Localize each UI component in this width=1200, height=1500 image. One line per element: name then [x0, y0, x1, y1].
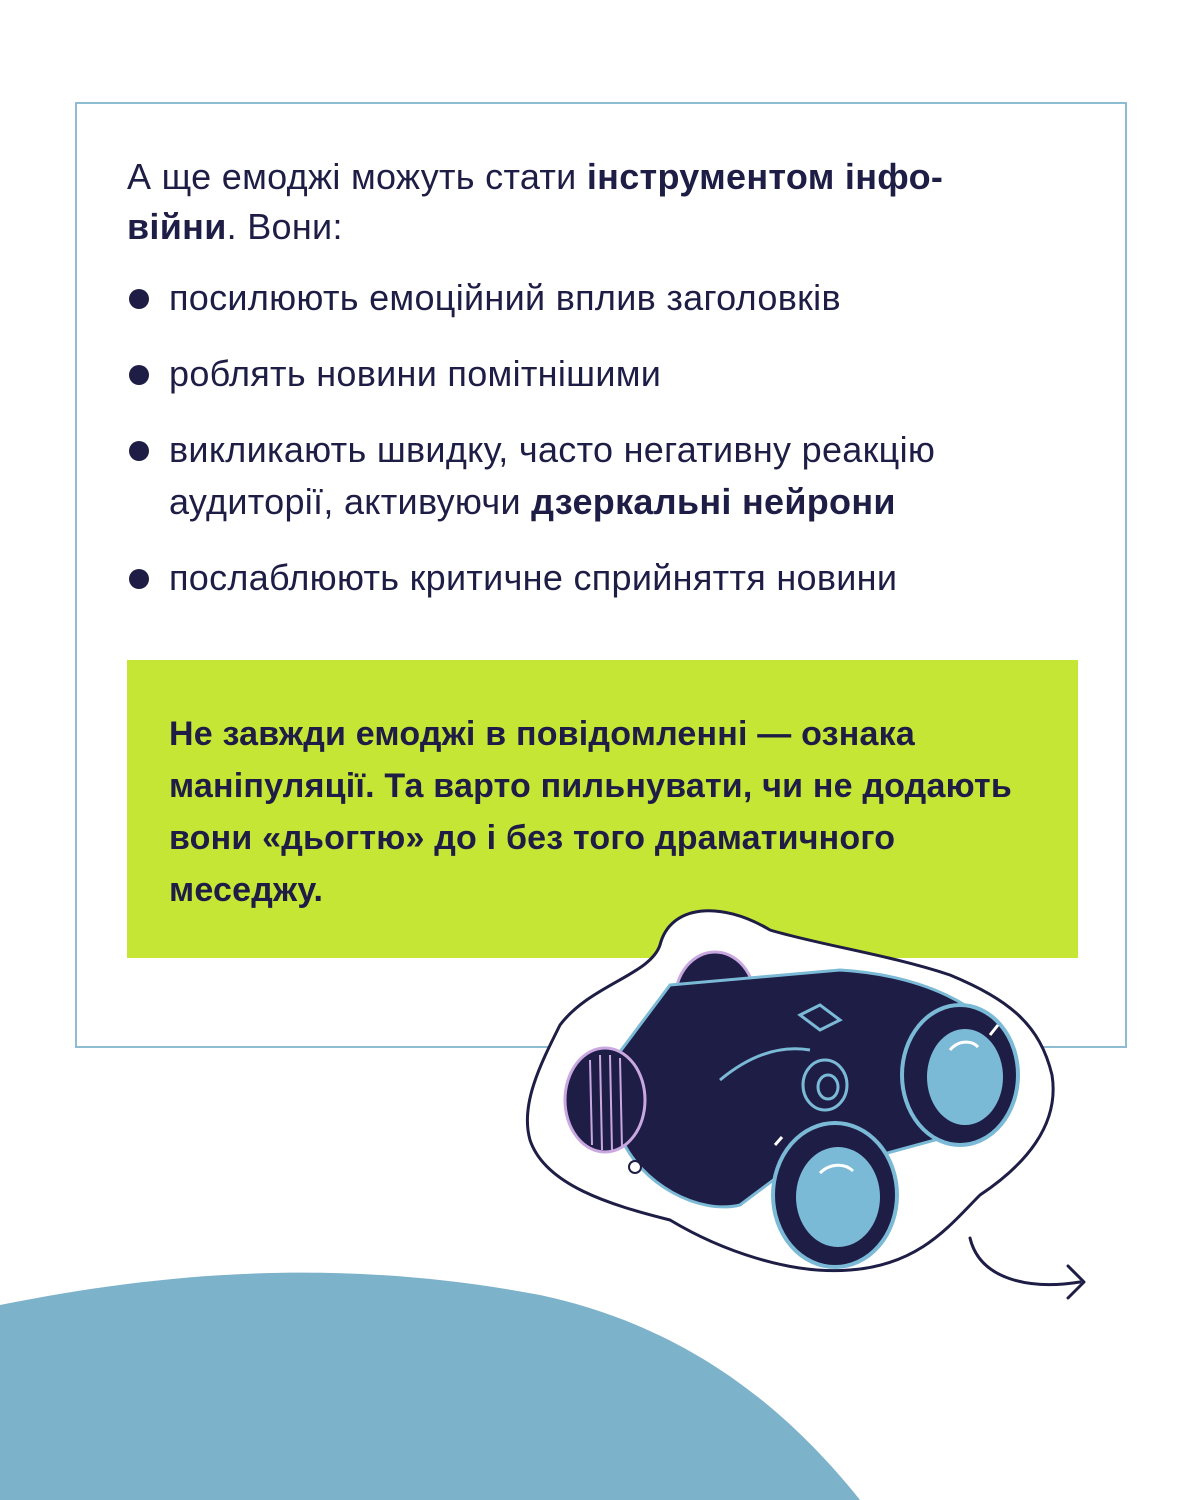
bullet-icon: [129, 569, 149, 589]
bullet-text: роблять новини помітнішими: [169, 353, 662, 394]
callout-text: Не завжди емоджі в повідомленні — ознака маніпуляції. Та варто пильнувати, чи не додають вони «дьогтю» до і без того драматичного меседжу.: [169, 715, 1012, 909]
list-item: [127, 348, 1047, 400]
binoculars-icon: [520, 905, 1060, 1285]
arrow-right-icon[interactable]: [960, 1230, 1100, 1310]
intro-paragraph: [127, 152, 1007, 252]
bullet-list: [127, 272, 1047, 628]
list-item: [127, 552, 1047, 604]
bullet-text: посилюють емоційний вплив заголовків: [169, 277, 841, 318]
bullet-bold-text: дзеркальні нейрони: [531, 481, 896, 522]
bullet-text: послаблюють критичне сприйняття новини: [169, 557, 898, 598]
intro-tail: . Вони:: [226, 206, 343, 247]
intro-lead: А ще емоджі можуть стати: [127, 156, 587, 197]
list-item: [127, 424, 1047, 528]
list-item: [127, 272, 1047, 324]
bullet-icon: [129, 365, 149, 385]
intro-highlight: інструментом інфо-війни: [127, 156, 944, 247]
bullet-text: викликають швидку, часто негативну реакцію аудиторії, активуючи: [169, 429, 936, 522]
bullet-icon: [129, 441, 149, 461]
bullet-icon: [129, 289, 149, 309]
